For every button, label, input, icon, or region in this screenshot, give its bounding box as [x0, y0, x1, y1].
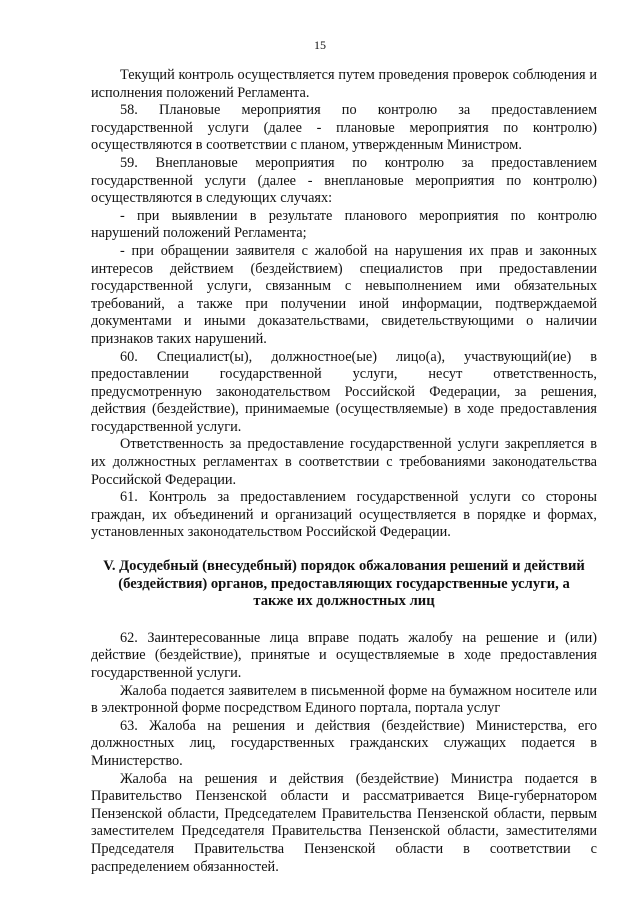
paragraph-61: 61. Контроль за предоставлением государственной услуги со стороны граждан, их объединений и организаций осуществляется в порядке и формах, установленных законодательством Российской Федерации.: [91, 489, 597, 541]
paragraph-58: 58. Плановые мероприятия по контролю за предоставлением государственной услуги (далее - плановые мероприятия по контролю) осуществляются в соответствии с планом, утвержденным Министром.: [91, 102, 597, 154]
paragraph-63: 63. Жалоба на решения и действия (бездействие) Министерства, его должностных лиц, государственных гражданских служащих подается в Министерство.: [91, 717, 597, 769]
paragraph-62: 62. Заинтересованные лица вправе подать жалобу на решение и (или) действие (бездействие), принятые и осуществляемые в ходе предоставления государственной услуги.: [91, 629, 597, 681]
page-number: 15: [314, 38, 326, 52]
paragraph-59: 59. Внеплановые мероприятия по контролю за предоставлением государственной услуги (далее - внеплановые мероприятия по контролю) осуществляются в следующих случаях:: [91, 154, 597, 207]
list-item: - при обращении заявителя с жалобой на нарушения их прав и законных интересов действием (бездействием) специалистов при предоставлении государственной услуги, связанным с невыполнением ими обязательных требований, а также при получении иной информации, подтверждаемой документами и иными доказательствами, свидетельствующими о наличии признаков таких нарушений.: [91, 242, 597, 347]
paragraph-60: 60. Специалист(ы), должностное(ые) лицо(а), участвующий(ие) в предоставлении государственной услуги, несут ответственность, предусмотренную законодательством Российской Федерации, за решения, действия (бездействие), принимаемые (осуществляемые) в ходе предоставления государственной услуги.: [91, 348, 597, 435]
section-heading: V. Досудебный (внесудебный) порядок обжалования решений и действий (бездействия) органов, предоставляющих государственные услуги, а также их должностных лиц: [103, 558, 585, 610]
paragraph: Ответственность за предоставление государственной услуги закрепляется в их должностных регламентах в соответствии с требованиями законодательства Российской Федерации.: [91, 436, 597, 488]
paragraph: Жалоба подается заявителем в письменной форме на бумажном носителе или в электронной форме посредством Единого портала, портала услуг: [91, 682, 597, 717]
document-body: [91, 67, 597, 876]
paragraph: Текущий контроль осуществляется путем проведения проверок соблюдения и исполнения положений Регламента.: [91, 67, 597, 101]
list-item: - при выявлении в результате планового мероприятия по контролю нарушений положений Регламента;: [91, 207, 597, 242]
paragraph: Жалоба на решения и действия (бездействие) Министра подается в Правительство Пензенской области и рассматривается Вице-губернатором Пензенской области, Председателем Правительства Пензенской области, первым заместителем Председателя Правительства Пензенской области, заместителями Председателя Правительства Пензенской области в соответствии с распределением обязанностей.: [91, 770, 597, 875]
